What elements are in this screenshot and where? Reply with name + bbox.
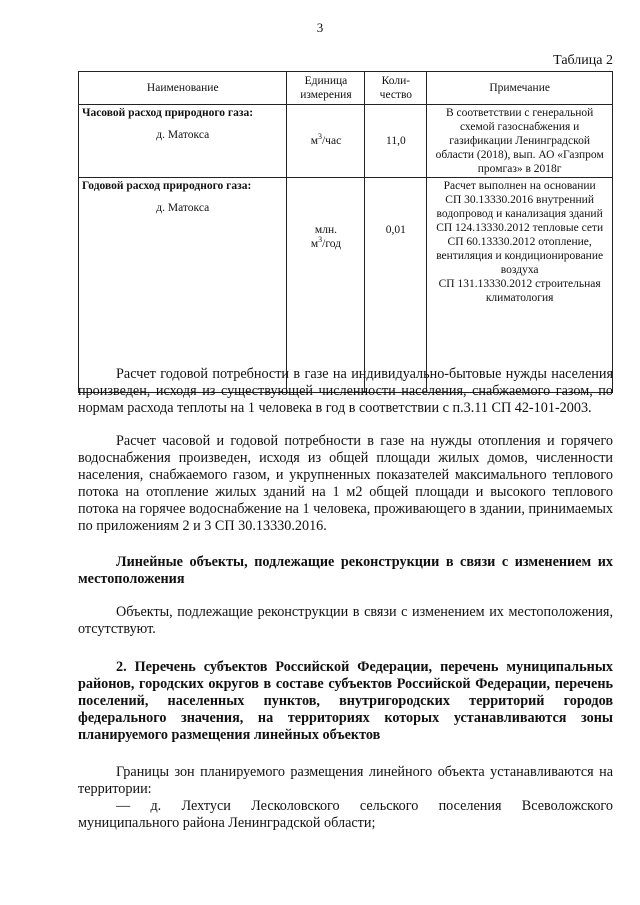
section-heading-2: 2. Перечень субъектов Российской Федерации, перечень муниципальных районов, городских округов в составе субъектов Российской Федерации, перечень поселений, населенных пунктов, внутригородских территорий городов федерального значения, на территориях которых устанавливаются зоны планируемого размещения линейных объектов	[78, 659, 613, 743]
header-qty: Коли-чество	[365, 72, 427, 105]
gas-consumption-table	[78, 71, 613, 393]
row-unit: $м^3$/час	[287, 105, 365, 178]
note-line: СП 131.13330.2012 строительная климатология	[438, 278, 601, 304]
body-paragraph-4: Границы зон планируемого размещения линейного объекта устанавливаются на территории:	[78, 764, 613, 797]
note-line: СП 30.13330.2016 внутренний водопровод и канализация зданий	[436, 194, 603, 220]
body-paragraph-5: — д. Лехтуси Лесколовского сельского поселения Всеволожского муниципального района Ленинградской области;	[78, 798, 613, 831]
row-name-cell	[79, 105, 287, 178]
table-header-row	[79, 72, 613, 105]
row-place: д. Матокса	[156, 202, 210, 214]
body-paragraph-1: Расчет годовой потребности в газе на индивидуально-бытовые нужды населения произведен, исходя из существующей численности населения, снабжаемого газом, по нормам расхода теплоты на 1 человека в год в соответствии с п.3.11 СП 42-101-2003.	[78, 366, 613, 416]
header-name: Наименование	[79, 72, 287, 105]
note-line: СП 60.13330.2012 отопление, вентиляция и кондиционирование воздуха	[436, 236, 604, 276]
row-name-cell	[79, 178, 287, 393]
header-note: Примечание	[427, 72, 613, 105]
page-number: 3	[316, 20, 324, 35]
row-place: д. Матокса	[156, 129, 210, 141]
row-qty: 0,01	[365, 178, 427, 393]
row-title: Годовой расход природного газа:	[82, 180, 252, 192]
row-note	[427, 178, 613, 393]
note-line: СП 124.13330.2012 тепловые сети	[436, 222, 604, 234]
header-unit: Единица измерения	[287, 72, 365, 105]
row-note: В соответствии с генеральной схемой газоснабжения и газификации Ленинградской области (2018), вып. АО «Газпром промгаз» в 2018г	[427, 105, 613, 178]
section-heading-reconstruction: Линейные объекты, подлежащие реконструкции в связи с изменением их местоположения	[78, 554, 613, 587]
row-qty: 11,0	[365, 105, 427, 178]
table-caption: Таблица 2	[553, 53, 613, 68]
body-paragraph-3: Объекты, подлежащие реконструкции в связи с изменением их местоположения, отсутствуют.	[78, 604, 613, 637]
note-line: Расчет выполнен на основании	[443, 180, 596, 192]
table-row	[79, 178, 613, 393]
row-title: Часовой расход природного газа:	[82, 107, 254, 119]
table-row	[79, 105, 613, 178]
row-unit: млн. $м^3$/год	[287, 178, 365, 393]
body-paragraph-2: Расчет часовой и годовой потребности в газе на нужды отопления и горячего водоснабжения произведен, исходя из общей площади жилых домов, численности населения, снабжаемого газом, и укрупненных показателей максимального теплового потока на отопление жилых зданий на 1 м2 общей площади и высокого теплового потока на горячее водоснабжение на 1 человека, проживающего в здании, принимаемых по приложениям 2 и 3 СП 30.13330.2016.	[78, 433, 613, 534]
